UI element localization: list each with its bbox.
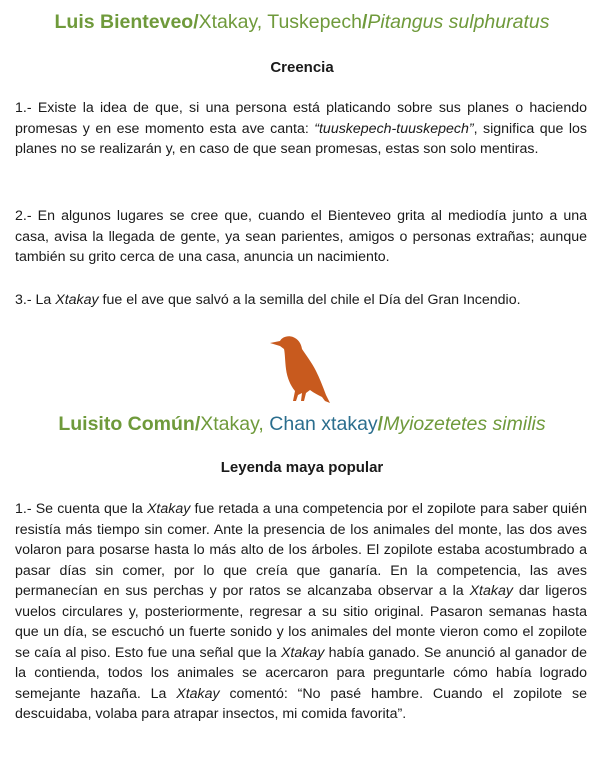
bird-silhouette-icon (268, 335, 334, 405)
section1-alt-names: Xtakay, Tuskepech (198, 11, 362, 33)
section2-heading: Leyenda maya popular (220, 459, 384, 476)
bird-name-text: Xtakay (146, 501, 191, 517)
bird-name-text: Xtakay (280, 644, 325, 661)
title-separator: / (193, 11, 199, 33)
section1-common-name: Luis Bienteveo (54, 11, 194, 33)
paragraph-text: , significa que los planes no se realizarán y, en caso de que sean promesas, estas son solo mentiras. (15, 120, 587, 157)
section2-alt-name-2: Chan xtakay (269, 413, 378, 435)
section1-scientific-name: Pitangus sulphuratus (367, 11, 550, 33)
section1-paragraph-1 (15, 98, 587, 160)
section2-paragraph-1 (15, 499, 587, 725)
bird-name-text: Xtakay (176, 685, 220, 702)
section2-alt-name-1: Xtakay, (200, 413, 270, 435)
paragraph-text: fue retada a una competencia por el zopilote para saber quién resistía más tiempo sin comer. Ante la presencia de los animales del monte, las dos aves volaron para posarse hasta lo más alto de los árboles. El zopilote estaba acostumbrado a pasar días sin comer, por lo que creía que ganaría. En la competencia, las aves permanecían en sus perchas y por ratos se alcanzaba observar a la (15, 501, 587, 599)
section2-scientific-name: Myiozetetes similis (383, 413, 546, 435)
paragraph-text: 1.- Existe la idea de que, si una persona está platicando sobre sus planes o haciendo promesas y en ese momento esta ave canta: (15, 100, 587, 137)
section2-title (0, 412, 604, 436)
title-separator: / (361, 11, 368, 33)
paragraph-text: dar ligeros vuelos circulares y, posteriormente, regresar a su sitio original. Pasaron semanas hasta que un día, se escuchó un fuerte sonido y los animales del monte vieron como el zopilote se caía al piso. Esto fue una señal que la (15, 583, 587, 661)
bird-name-text: Xtakay (55, 292, 99, 308)
paragraph-text: 1.- Se cuenta que la (15, 501, 147, 517)
bird-name-text: Xtakay (469, 583, 513, 599)
section1-heading: Creencia (270, 59, 334, 76)
section2-common-name: Luisito Común (58, 413, 195, 435)
section1-paragraph-3 (15, 290, 587, 311)
bird-call-text: “tuuskepech-tuuskepech” (314, 120, 474, 137)
section1-paragraph-2: 2.- En algunos lugares se cree que, cuando el Bienteveo grita al mediodía junto a una casa, avisa la llegada de gente, ya sean parientes, amigos o personas extrañas; aunque también su grito cerca de una casa, anuncia un nacimiento. (15, 208, 587, 265)
section1-title (0, 10, 604, 34)
paragraph-text: 3.- La (15, 292, 56, 308)
paragraph-text: fue el ave que salvó a la semilla del chile el Día del Gran Incendio. (98, 292, 521, 308)
paragraph-text: había ganado. Se anunció al ganador de la contienda, todos los animales se acercaron para preguntarle cómo había logrado semejante hazaña. La (15, 644, 587, 702)
title-separator: / (377, 413, 384, 435)
paragraph-text: comentó: “No pasé hambre. Cuando el zopilote se descuidaba, volaba para atrapar insectos, mi comida favorita”. (15, 685, 587, 722)
title-separator: / (194, 413, 201, 435)
